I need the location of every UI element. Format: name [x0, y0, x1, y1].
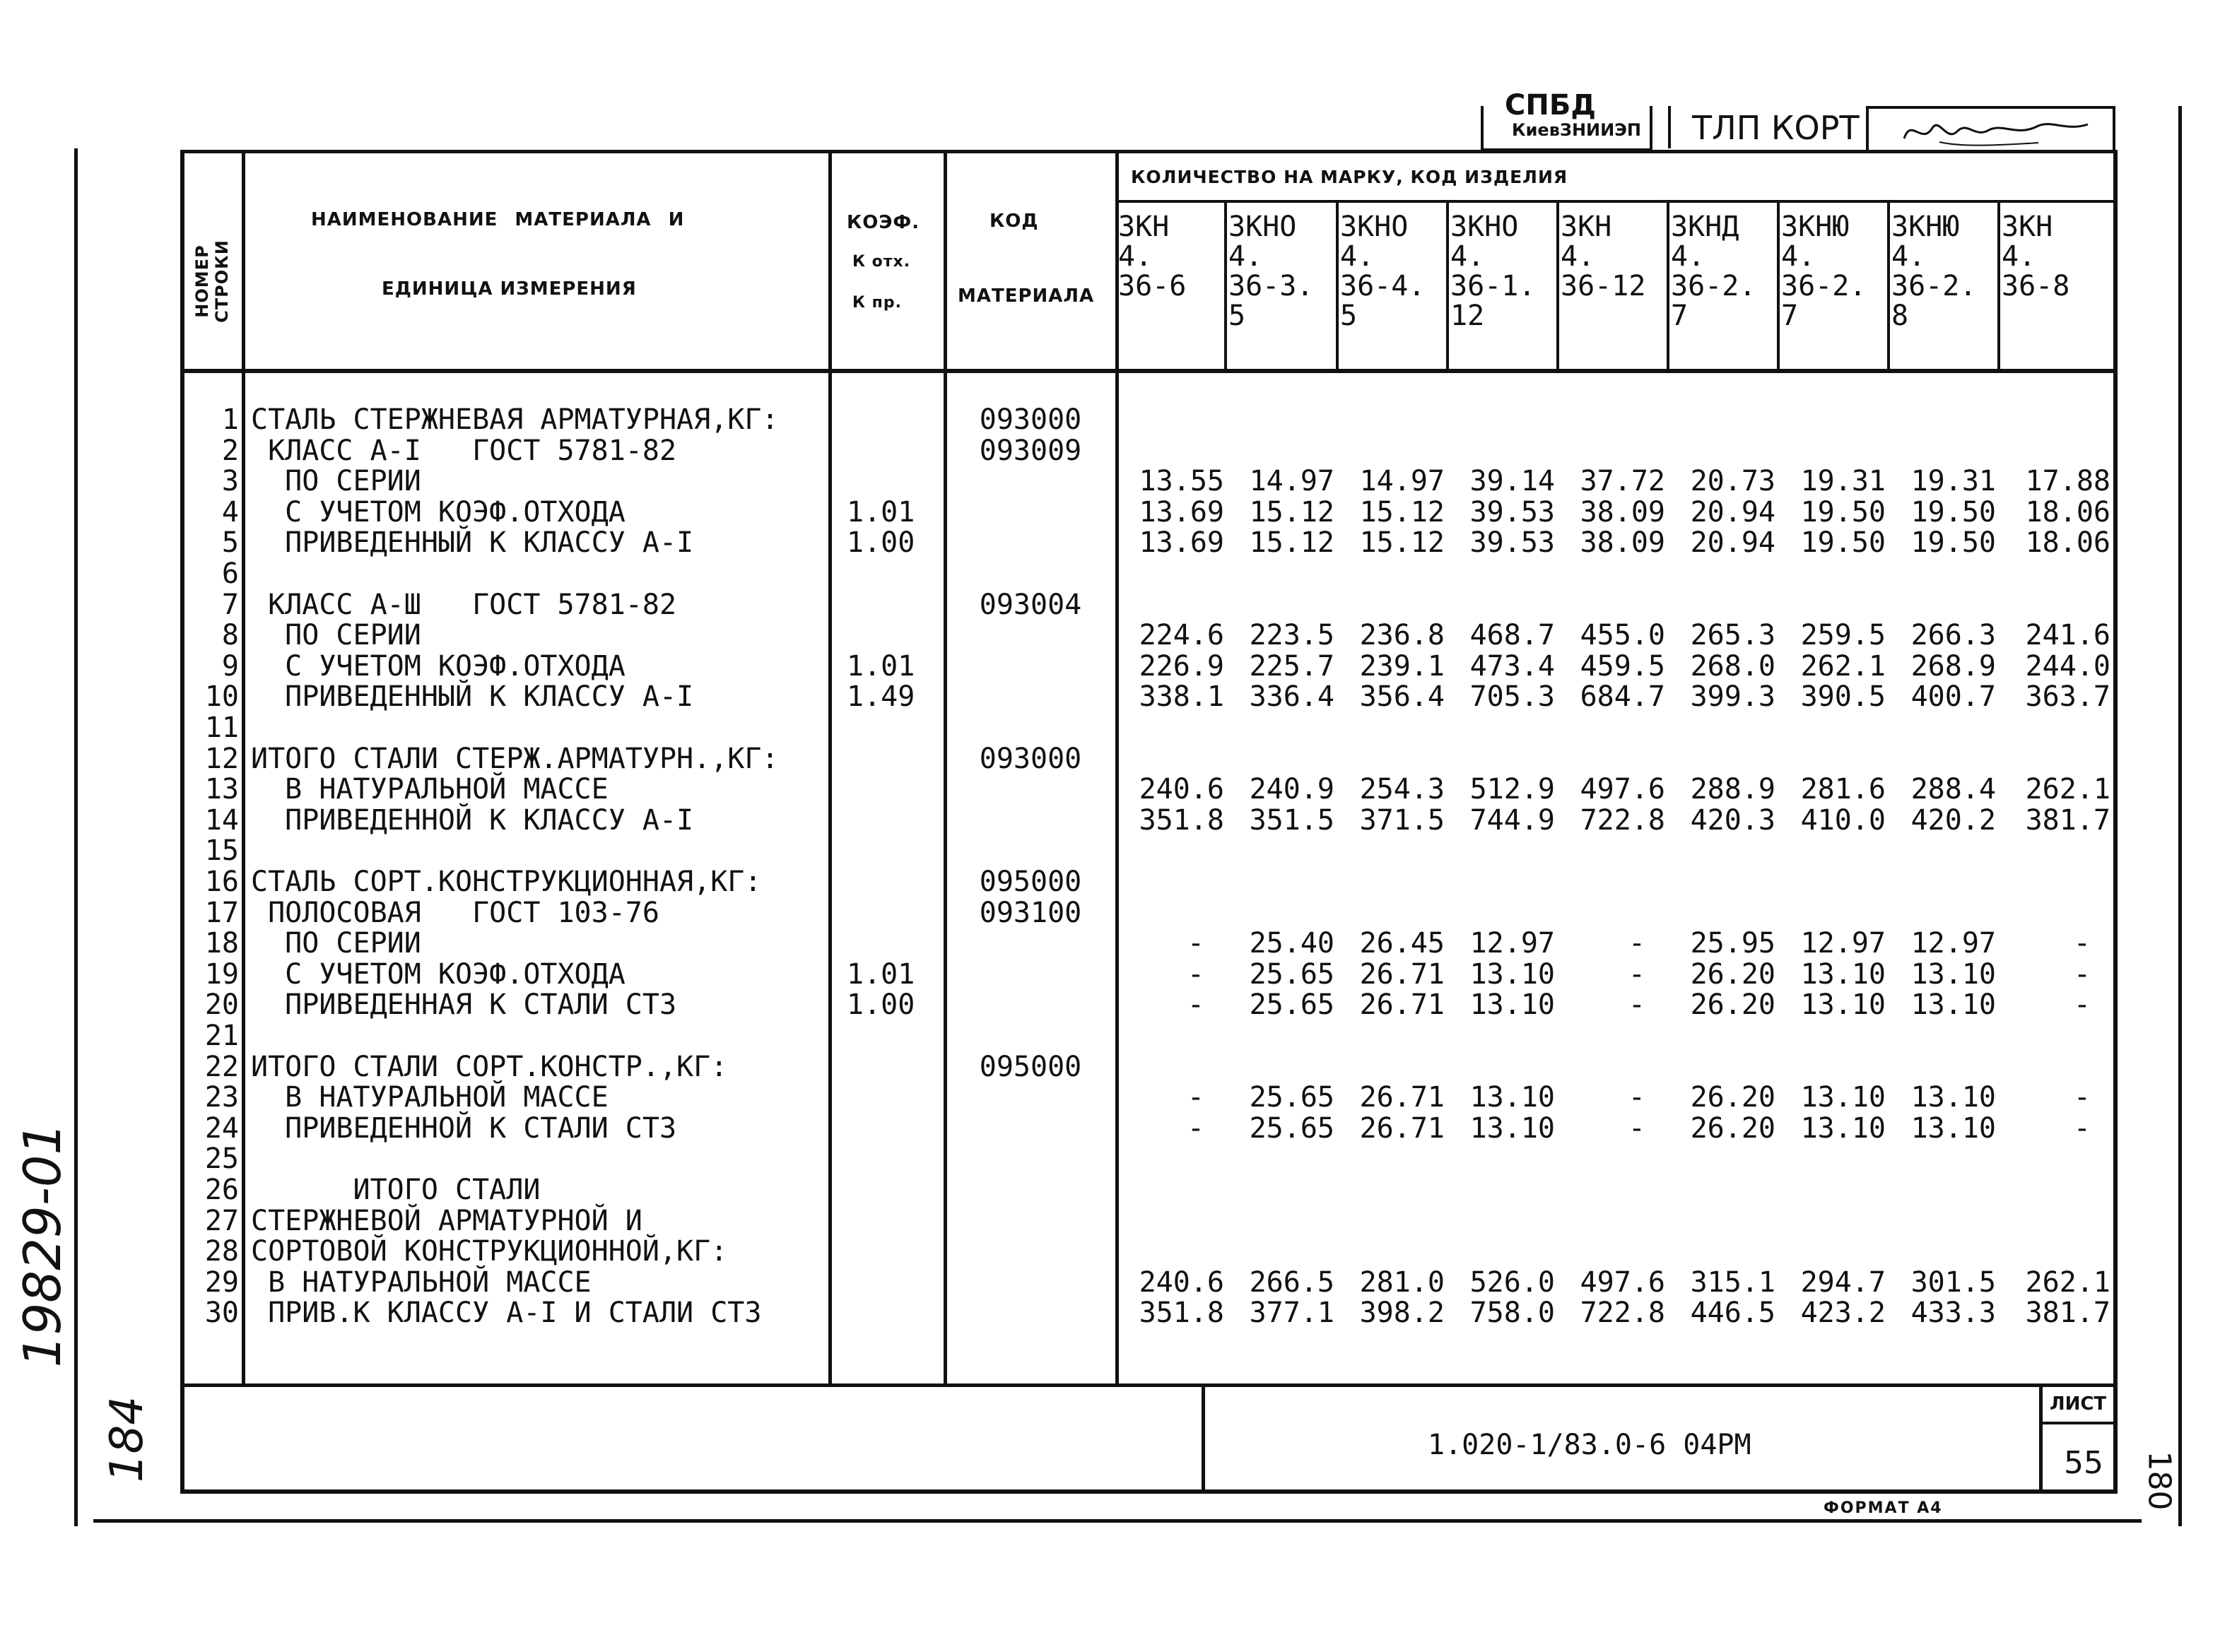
product-code-3-line1: ЗКНО	[1340, 211, 1409, 243]
quantity-cell: -	[2073, 957, 2091, 991]
quantity-cell: 26.71	[1359, 1081, 1445, 1114]
row-number: 21	[204, 1020, 239, 1052]
row-material-code: 093100	[979, 896, 1082, 929]
row-description: СТАЛЬ СОРТ.КОНСТРУКЦИОННАЯ,КГ:	[251, 866, 762, 898]
quantity-cell: 39.53	[1469, 495, 1555, 529]
product-code-2-line3: 36-3.	[1228, 270, 1314, 302]
quantity-cell: 240.6	[1139, 1265, 1224, 1299]
row-material-code: 093004	[979, 588, 1082, 621]
quantity-cell: 20.94	[1690, 495, 1775, 529]
row-description: ПРИВЕДЕННАЯ К СТАЛИ СТЗ	[251, 989, 677, 1022]
quantity-cell: 351.5	[1249, 803, 1334, 837]
row-number: 30	[204, 1297, 239, 1330]
quantity-cell: 26.20	[1690, 989, 1775, 1022]
row-number: 14	[204, 803, 239, 837]
row-number: 2	[221, 434, 239, 467]
code-header-line1: КОД	[990, 211, 1039, 232]
quantity-cell: 26.20	[1690, 1081, 1775, 1114]
qty-col-sep-7	[1887, 201, 1890, 371]
quantity-cell: 14.97	[1359, 465, 1445, 498]
quantity-cell: 446.5	[1690, 1297, 1775, 1330]
quantity-cell: 19.50	[1910, 495, 1996, 529]
product-code-4-line1: ЗКНО	[1450, 211, 1519, 243]
quantity-cell: -	[1187, 1081, 1204, 1114]
row-description: С УЧЕТОМ КОЭФ.ОТХОДА	[251, 649, 626, 683]
quantity-cell: 399.3	[1690, 680, 1775, 714]
quantity-cell: 13.10	[1910, 1081, 1996, 1114]
col-sep-coef	[944, 150, 947, 1385]
table-right-border	[2113, 150, 2118, 1492]
row-number: 19	[204, 957, 239, 991]
row-coefficient: 1.01	[847, 957, 915, 991]
quantity-cell: 744.9	[1469, 803, 1555, 837]
row-number: 20	[204, 989, 239, 1022]
qty-col-sep-6	[1777, 201, 1780, 371]
product-code-4-line2: 4.	[1450, 240, 1485, 273]
quantity-cell: 13.10	[1800, 1111, 1886, 1145]
quantity-cell: 281.0	[1359, 1265, 1445, 1299]
signature-stamp	[1866, 106, 2115, 153]
quantity-cell: 15.12	[1359, 495, 1445, 529]
row-number: 6	[221, 557, 239, 590]
signature-image	[1897, 110, 2095, 153]
quantity-cell: 15.12	[1249, 526, 1334, 560]
product-code-3-line4: 5	[1340, 300, 1358, 332]
quantity-cell: -	[2073, 1111, 2091, 1145]
sheet-label: ЛИСТ	[2050, 1393, 2107, 1415]
quantity-cell: 226.9	[1139, 649, 1224, 683]
quantity-cell: 20.94	[1690, 526, 1775, 560]
quantity-cell: 26.71	[1359, 1111, 1445, 1145]
sheet-box-mid	[2039, 1422, 2115, 1424]
row-number: 12	[204, 742, 239, 775]
product-code-6-line1: ЗКНД	[1671, 211, 1739, 243]
quantity-cell: -	[1628, 989, 1645, 1022]
quantity-cell: 497.6	[1580, 1265, 1665, 1299]
row-number: 29	[204, 1265, 239, 1299]
product-code-1-line3: 36-6	[1118, 270, 1187, 302]
table-top-border	[180, 150, 2117, 153]
quantity-cell: 25.65	[1249, 1081, 1334, 1114]
name-header-line1: НАИМЕНОВАНИЕ МАТЕРИАЛА И	[311, 209, 685, 230]
quantity-cell: -	[1628, 927, 1645, 960]
quantity-cell: 25.40	[1249, 927, 1334, 960]
project-label: ТЛП КОРТ	[1692, 109, 1860, 147]
quantity-cell: -	[2073, 927, 2091, 960]
col-sep-rownum	[242, 150, 245, 1385]
row-number: 4	[221, 495, 239, 529]
quantity-cell: 13.69	[1139, 526, 1224, 560]
row-number-header: НОМЕР СТРОКИ	[192, 240, 232, 323]
quantity-cell: 244.0	[2025, 649, 2110, 683]
quantity-cell: 13.10	[1910, 957, 1996, 991]
header-bottom-border	[180, 369, 2118, 373]
row-number: 8	[221, 619, 239, 652]
product-code-7-line2: 4.	[1781, 240, 1816, 273]
row-material-code: 095000	[979, 866, 1082, 898]
quantity-cell: 410.0	[1800, 803, 1886, 837]
row-number: 24	[204, 1111, 239, 1145]
product-code-3-line2: 4.	[1340, 240, 1375, 273]
qty-col-sep-2	[1336, 201, 1339, 371]
product-code-4-line3: 36-1.	[1450, 270, 1536, 302]
quantity-cell: 526.0	[1469, 1265, 1555, 1299]
row-number: 15	[204, 834, 239, 868]
quantity-cell: 420.3	[1690, 803, 1775, 837]
quantity-cell: 497.6	[1580, 773, 1665, 806]
quantity-cell: 336.4	[1249, 680, 1334, 714]
row-description: С УЧЕТОМ КОЭФ.ОТХОДА	[251, 957, 626, 991]
quantity-cell: 262.1	[2025, 773, 2110, 806]
code-header-line2: МАТЕРИАЛА	[958, 285, 1095, 307]
quantity-cell: 433.3	[1910, 1297, 1996, 1330]
quantity-cell: 13.10	[1469, 1111, 1555, 1145]
quantity-cell: 722.8	[1580, 1297, 1665, 1330]
project-stamp	[1668, 106, 1869, 148]
quantity-cell: 39.53	[1469, 526, 1555, 560]
row-number: 7	[221, 588, 239, 621]
row-description: ПРИВЕДЕННЫЙ К КЛАССУ А-I	[251, 526, 694, 560]
quantity-cell: 13.10	[1800, 957, 1886, 991]
quantity-cell: 37.72	[1580, 465, 1665, 498]
quantity-cell: -	[2073, 989, 2091, 1022]
table-left-border	[180, 150, 184, 1492]
product-code-8-line4: 8	[1891, 300, 1909, 332]
product-code-3-line3: 36-4.	[1340, 270, 1426, 302]
quantity-cell: 13.10	[1469, 989, 1555, 1022]
quantity-cell: 315.1	[1690, 1265, 1775, 1299]
quantity-cell: 459.5	[1580, 649, 1665, 683]
row-coefficient: 1.01	[847, 649, 915, 683]
quantity-cell: 268.9	[1910, 649, 1996, 683]
name-header-line2: ЕДИНИЦА ИЗМЕРЕНИЯ	[382, 278, 637, 300]
quantity-cell: 14.97	[1249, 465, 1334, 498]
quantity-cell: 223.5	[1249, 619, 1334, 652]
quantity-header-line	[1115, 200, 2118, 203]
quantity-cell: 12.97	[1910, 927, 1996, 960]
product-code-5-line3: 36-12	[1561, 270, 1646, 302]
row-number: 28	[204, 1235, 239, 1268]
sheet-number: 55	[2064, 1445, 2103, 1481]
titleblock-divider	[1202, 1385, 1205, 1492]
col-sep-name	[828, 150, 832, 1385]
row-number: 25	[204, 1143, 239, 1176]
quantity-cell: 39.14	[1469, 465, 1555, 498]
quantity-cell: 240.6	[1139, 773, 1224, 806]
quantity-cell: 420.2	[1910, 803, 1996, 837]
quantity-cell: 19.31	[1910, 465, 1996, 498]
product-code-8-line2: 4.	[1891, 240, 1926, 273]
quantity-cell: 722.8	[1580, 803, 1665, 837]
quantity-cell: 356.4	[1359, 680, 1445, 714]
quantity-cell: 281.6	[1800, 773, 1886, 806]
product-code-9-line3: 36-8	[2002, 270, 2070, 302]
product-code-6-line3: 36-2.	[1671, 270, 1756, 302]
coef-header-line1: КОЭФ.	[847, 212, 920, 233]
row-description: СТЕРЖНЕВОЙ АРМАТУРНОЙ И	[251, 1204, 642, 1237]
quantity-cell: 259.5	[1800, 619, 1886, 652]
row-number: 23	[204, 1081, 239, 1114]
coef-header-line3: К пр.	[852, 294, 902, 312]
quantity-cell: 288.4	[1910, 773, 1996, 806]
col-sep-code	[1115, 150, 1119, 1385]
product-code-5-line2: 4.	[1561, 240, 1595, 273]
quantity-cell: 400.7	[1910, 680, 1996, 714]
quantity-cell: 26.71	[1359, 957, 1445, 991]
quantity-cell: 26.71	[1359, 989, 1445, 1022]
product-code-6-line2: 4.	[1671, 240, 1705, 273]
product-code-4-line4: 12	[1450, 300, 1485, 332]
quantity-cell: 363.7	[2025, 680, 2110, 714]
quantity-cell: 294.7	[1800, 1265, 1886, 1299]
quantity-cell: -	[1628, 1111, 1645, 1145]
quantity-cell: 25.65	[1249, 957, 1334, 991]
row-number: 9	[221, 649, 239, 683]
row-description: В НАТУРАЛЬНОЙ МАССЕ	[251, 773, 609, 806]
quantity-cell: -	[1187, 957, 1204, 991]
quantity-cell: 26.45	[1359, 927, 1445, 960]
product-code-6-line4: 7	[1671, 300, 1689, 332]
row-description: В НАТУРАЛЬНОЙ МАССЕ	[251, 1265, 592, 1299]
quantity-cell: 18.06	[2025, 495, 2110, 529]
row-number: 11	[204, 712, 239, 744]
row-description: В НАТУРАЛЬНОЙ МАССЕ	[251, 1081, 609, 1114]
row-number: 26	[204, 1174, 239, 1206]
quantity-cell: 38.09	[1580, 495, 1665, 529]
row-number: 13	[204, 773, 239, 806]
quantity-cell: 262.1	[2025, 1265, 2110, 1299]
quantity-cell: 468.7	[1469, 619, 1555, 652]
quantity-cell: 684.7	[1580, 680, 1665, 714]
row-description: КЛАСС А-I ГОСТ 5781-82	[251, 434, 677, 467]
row-number: 3	[221, 465, 239, 498]
quantity-cell: 12.97	[1800, 927, 1886, 960]
quantity-cell: 13.55	[1139, 465, 1224, 498]
row-description: ПРИВЕДЕННОЙ К СТАЛИ СТЗ	[251, 1111, 677, 1145]
row-material-code: 093009	[979, 434, 1082, 467]
row-coefficient: 1.01	[847, 495, 915, 529]
row-description: ПРИВЕДЕННЫЙ К КЛАССУ А-I	[251, 680, 694, 714]
row-description: ПОЛОСОВАЯ ГОСТ 103-76	[251, 896, 659, 929]
quantity-cell: 262.1	[1800, 649, 1886, 683]
org-stamp	[1481, 89, 1652, 151]
row-description: ПРИВЕДЕННОЙ К КЛАССУ А-I	[251, 803, 694, 837]
quantity-cell: 13.10	[1800, 1081, 1886, 1114]
quantity-cell: 423.2	[1800, 1297, 1886, 1330]
quantity-cell: -	[1187, 989, 1204, 1022]
row-number: 10	[204, 680, 239, 714]
quantity-cell: 265.3	[1690, 619, 1775, 652]
side-number: 180	[2141, 1451, 2178, 1511]
org-stamp-top: СПБД	[1505, 89, 1596, 122]
quantity-cell: 266.5	[1249, 1265, 1334, 1299]
row-number: 18	[204, 927, 239, 960]
quantity-cell: 13.69	[1139, 495, 1224, 529]
page-number: 184	[101, 1396, 153, 1483]
quantity-cell: 13.10	[1910, 989, 1996, 1022]
quantity-cell: 25.65	[1249, 1111, 1334, 1145]
row-description: СОРТОВОЙ КОНСТРУКЦИОННОЙ,КГ:	[251, 1235, 728, 1268]
row-material-code: 093000	[979, 403, 1082, 436]
frame-left-outer	[74, 148, 78, 1526]
quantity-cell: 381.7	[2025, 1297, 2110, 1330]
row-description: ИТОГО СТАЛИ	[251, 1174, 541, 1206]
quantity-cell: 19.50	[1800, 495, 1886, 529]
quantity-cell: 19.31	[1800, 465, 1886, 498]
quantity-cell: 288.9	[1690, 773, 1775, 806]
product-code-9-line2: 4.	[2002, 240, 2036, 273]
quantity-cell: 38.09	[1580, 526, 1665, 560]
quantity-cell: 13.10	[1469, 957, 1555, 991]
row-number: 17	[204, 896, 239, 929]
quantity-cell: 239.1	[1359, 649, 1445, 683]
quantity-cell: -	[1628, 957, 1645, 991]
quantity-cell: 338.1	[1139, 680, 1224, 714]
product-code-1-line2: 4.	[1118, 240, 1153, 273]
product-code-7-line4: 7	[1781, 300, 1799, 332]
product-code-2-line4: 5	[1228, 300, 1246, 332]
row-coefficient: 1.00	[847, 989, 915, 1022]
quantity-cell: 26.20	[1690, 957, 1775, 991]
quantity-cell: 15.12	[1249, 495, 1334, 529]
quantity-cell: 351.8	[1139, 803, 1224, 837]
row-description: ПО СЕРИИ	[251, 465, 421, 498]
quantity-header: КОЛИЧЕСТВО НА МАРКУ, КОД ИЗДЕЛИЯ	[1131, 167, 1568, 187]
row-coefficient: 1.00	[847, 526, 915, 560]
frame-bottom-outer	[93, 1519, 2142, 1523]
quantity-cell: 390.5	[1800, 680, 1886, 714]
quantity-cell: -	[1187, 1111, 1204, 1145]
quantity-cell: 398.2	[1359, 1297, 1445, 1330]
quantity-cell: 17.88	[2025, 465, 2110, 498]
quantity-cell: 377.1	[1249, 1297, 1334, 1330]
quantity-cell: 473.4	[1469, 649, 1555, 683]
frame-right-outer	[2178, 106, 2182, 1526]
quantity-cell: 25.65	[1249, 989, 1334, 1022]
row-description: ПО СЕРИИ	[251, 619, 421, 652]
quantity-cell: 381.7	[2025, 803, 2110, 837]
row-description: ПО СЕРИИ	[251, 927, 421, 960]
row-description: ПРИВ.К КЛАССУ А-I И СТАЛИ СТЗ	[251, 1297, 762, 1330]
quantity-cell: 254.3	[1359, 773, 1445, 806]
quantity-cell: 455.0	[1580, 619, 1665, 652]
row-number: 5	[221, 526, 239, 560]
inventory-number: 19829-01	[13, 1122, 72, 1368]
quantity-cell: 758.0	[1469, 1297, 1555, 1330]
product-code-9-line1: ЗКН	[2002, 211, 2053, 243]
quantity-cell: 224.6	[1139, 619, 1224, 652]
org-stamp-bottom: КиевЗНИИЭП	[1512, 120, 1641, 140]
table-bottom-border	[180, 1489, 2118, 1494]
row-description: СТАЛЬ СТЕРЖНЕВАЯ АРМАТУРНАЯ,КГ:	[251, 403, 779, 436]
row-material-code: 095000	[979, 1050, 1082, 1083]
row-description: С УЧЕТОМ КОЭФ.ОТХОДА	[251, 495, 626, 529]
row-material-code: 093000	[979, 742, 1082, 775]
quantity-cell: -	[2073, 1081, 2091, 1114]
quantity-cell: 512.9	[1469, 773, 1555, 806]
quantity-cell: 12.97	[1469, 927, 1555, 960]
row-number: 22	[204, 1050, 239, 1083]
quantity-cell: 20.73	[1690, 465, 1775, 498]
quantity-cell: 268.0	[1690, 649, 1775, 683]
product-code-5-line1: ЗКН	[1561, 211, 1612, 243]
quantity-cell: -	[1187, 927, 1204, 960]
doc-code: 1.020-1/83.0-6 04РМ	[1428, 1429, 1751, 1461]
product-code-2-line1: ЗКНО	[1228, 211, 1297, 243]
quantity-cell: -	[1628, 1081, 1645, 1114]
qty-col-sep-8	[1997, 201, 2000, 371]
quantity-cell: 301.5	[1910, 1265, 1996, 1299]
quantity-cell: 371.5	[1359, 803, 1445, 837]
quantity-cell: 18.06	[2025, 526, 2110, 560]
row-number: 27	[204, 1204, 239, 1237]
row-coefficient: 1.49	[847, 680, 915, 714]
product-code-8-line3: 36-2.	[1891, 270, 1977, 302]
row-number: 16	[204, 866, 239, 898]
row-description: ИТОГО СТАЛИ СТЕРЖ.АРМАТУРН.,КГ:	[251, 742, 779, 775]
quantity-cell: 19.50	[1800, 526, 1886, 560]
coef-header-line2: К отх.	[852, 253, 911, 271]
format-label: ФОРМАТ А4	[1824, 1499, 1943, 1517]
row-description: ИТОГО СТАЛИ СОРТ.КОНСТР.,КГ:	[251, 1050, 728, 1083]
row-description: КЛАСС А-Ш ГОСТ 5781-82	[251, 588, 677, 621]
qty-col-sep-3	[1446, 201, 1449, 371]
product-code-1-line1: ЗКН	[1118, 211, 1170, 243]
quantity-cell: 241.6	[2025, 619, 2110, 652]
quantity-cell: 26.20	[1690, 1111, 1775, 1145]
sheet-box-left	[2039, 1385, 2043, 1492]
quantity-cell: 19.50	[1910, 526, 1996, 560]
qty-col-sep-5	[1667, 201, 1669, 371]
qty-col-sep-1	[1224, 201, 1227, 371]
quantity-cell: 351.8	[1139, 1297, 1224, 1330]
product-code-7-line1: ЗКНЮ	[1781, 211, 1850, 243]
qty-col-sep-4	[1556, 201, 1559, 371]
quantity-cell: 13.10	[1910, 1111, 1996, 1145]
product-code-7-line3: 36-2.	[1781, 270, 1867, 302]
body-bottom-border	[180, 1383, 2118, 1387]
quantity-cell: 266.3	[1910, 619, 1996, 652]
row-number: 1	[221, 403, 239, 436]
quantity-cell: 13.10	[1469, 1081, 1555, 1114]
quantity-cell: 236.8	[1359, 619, 1445, 652]
quantity-cell: 240.9	[1249, 773, 1334, 806]
quantity-cell: 225.7	[1249, 649, 1334, 683]
product-code-8-line1: ЗКНЮ	[1891, 211, 1960, 243]
quantity-cell: 13.10	[1800, 989, 1886, 1022]
quantity-cell: 15.12	[1359, 526, 1445, 560]
product-code-2-line2: 4.	[1228, 240, 1263, 273]
quantity-cell: 705.3	[1469, 680, 1555, 714]
quantity-cell: 25.95	[1690, 927, 1775, 960]
